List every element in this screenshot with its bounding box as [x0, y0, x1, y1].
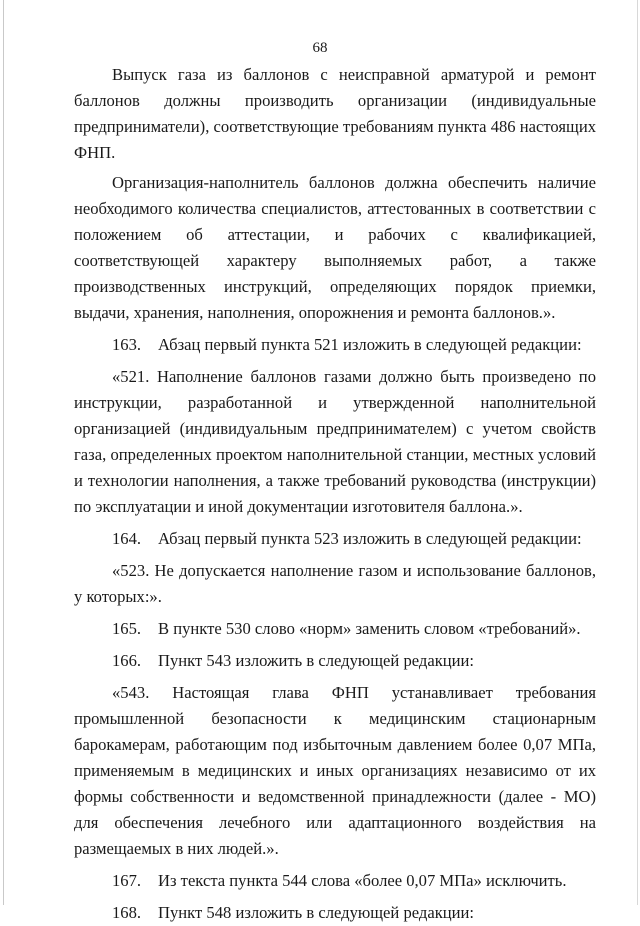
item-number: 166.: [112, 651, 142, 670]
item-text: Пункт 543 изложить в следующей редакции:: [158, 651, 475, 670]
page-number: 68: [312, 40, 328, 56]
list-item-167: [74, 868, 596, 894]
list-item-166: [74, 648, 596, 674]
paragraph-filling-organization: Организация-наполнитель баллонов должна обеспечить наличие необходимого количества специалистов, аттестованных в соответствии с положением об аттестации, и рабочих с квалификацией, соответствующей характеру выполняемых работ, а также производственных инструкций, определяющих порядок приемки, выдачи, хранения, наполнения, опорожнения и ремонта баллонов.».: [74, 173, 596, 322]
paragraph-gas-release: Выпуск газа из баллонов с неисправной арматурой и ремонт баллонов должны производить организации (индивидуальные предприниматели), соответствующие требованиям пункта 486 настоящих ФНП.: [74, 65, 596, 162]
item-text: В пункте 530 слово «норм» заменить словом «требований».: [158, 619, 581, 638]
scan-edge-right: [637, 0, 638, 905]
item-number: 168.: [112, 903, 142, 922]
paragraph-523: «523. Не допускается наполнение газом и использование баллонов, у которых:».: [74, 561, 596, 606]
list-item-168: [74, 900, 596, 926]
scan-edge-left: [3, 0, 4, 905]
item-number: 164.: [112, 529, 142, 548]
item-text: Абзац первый пункта 521 изложить в следующей редакции:: [158, 335, 582, 354]
item-number: 165.: [112, 619, 142, 638]
document-body: [74, 62, 596, 926]
list-item-165: [74, 616, 596, 642]
paragraph-543: «543. Настоящая глава ФНП устанавливает требования промышленной безопасности к медицинским стационарным барокамерам, работающим под избыточным давлением более 0,07 МПа, применяемым в медицинских и иных организациях независимо от их формы собственности и ведомственной принадлежности (далее - МО) для обеспечения лечебного или адаптационного воздействия на размещаемых в них людей.».: [74, 683, 596, 858]
item-number: 167.: [112, 871, 142, 890]
item-text: Из текста пункта 544 слова «более 0,07 МПа» исключить.: [158, 871, 567, 890]
list-item-164: [74, 526, 596, 552]
list-item-163: [74, 332, 596, 358]
item-text: Абзац первый пункта 523 изложить в следующей редакции:: [158, 529, 582, 548]
item-text: Пункт 548 изложить в следующей редакции:: [158, 903, 475, 922]
item-number: 163.: [112, 335, 142, 354]
paragraph-521: «521. Наполнение баллонов газами должно быть произведено по инструкции, разработанной и утвержденной наполнительной организацией (индивидуальным предпринимателем) с учетом свойств газа, определенных проектом наполнительной станции, местных условий и технологии наполнения, а также требований руководства (инструкции) по эксплуатации и иной документации изготовителя баллона.».: [74, 367, 596, 516]
